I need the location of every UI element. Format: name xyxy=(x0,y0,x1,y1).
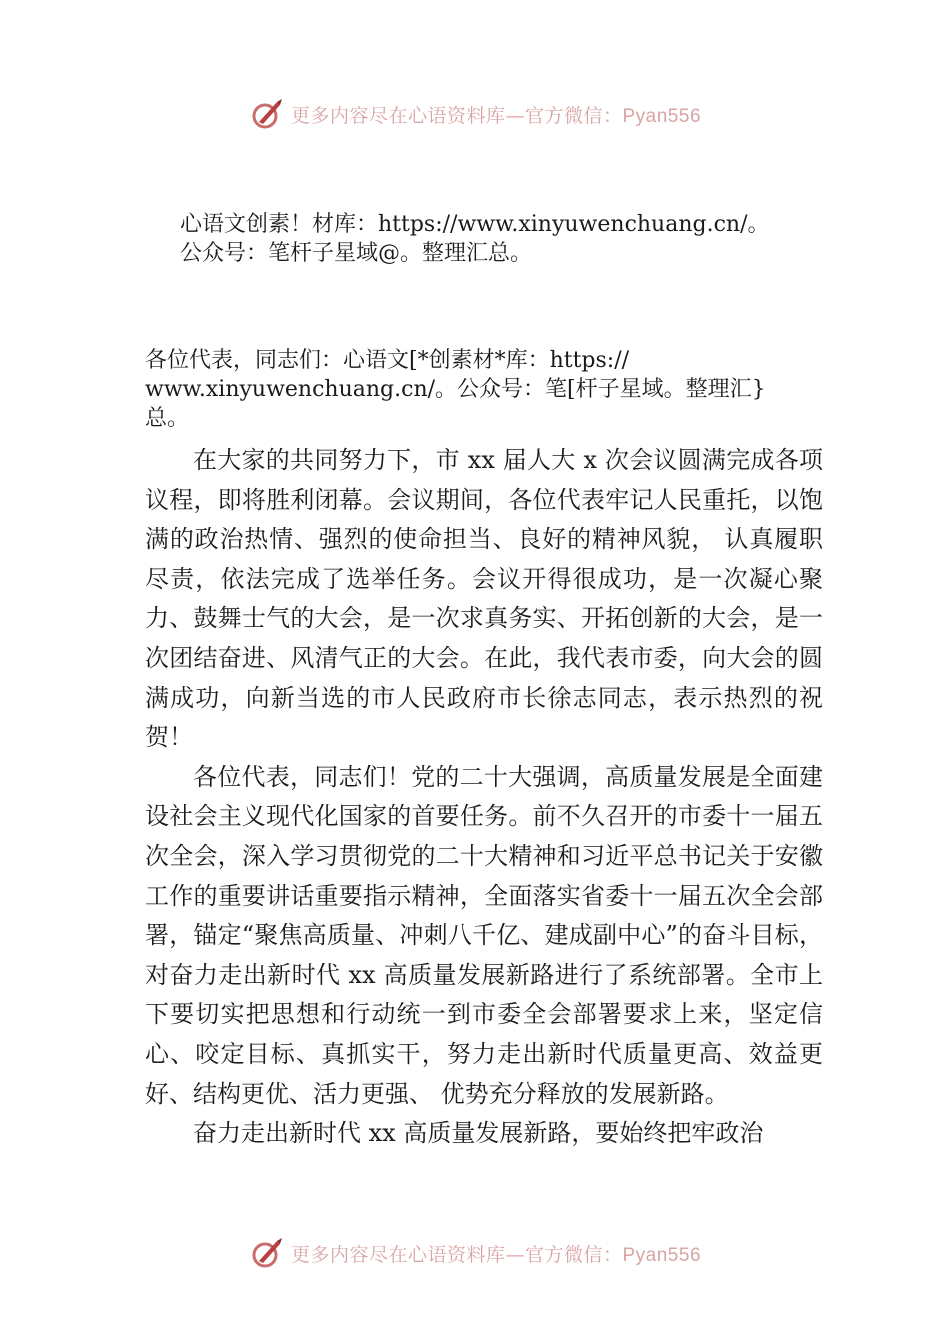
paragraph-2: 各位代表，同志们！党的二十大强调，高质量发展是全面建设社会主义现代化国家的首要任务。前不久召开的市委十一届五次全会，深入学习贯彻党的二十大精神和习近平总书记关于安徽工作的重要讲话重要指示精神，全面落实省委十一届五次全会部署，锚定“聚焦高质量、冲刺八千亿、建成副中心”的奋斗目标，对奋力走出新时代 xx 高质量发展新路进行了系统部署。全市上下要切实把思想和行动统一到市委全会部署要求上来，坚定信心、咬定目标、真抓实干，努力走出新时代质量更高、效益更好、结构更优、活力更强、 优势充分释放的发展新路。 xyxy=(145,762,823,1108)
footer-banner-text: 更多内容尽在心语资料库—官方微信：Pyan556 xyxy=(290,1243,702,1266)
source-note-line-2: 公众号：笔杆子星域@。整理汇总。 xyxy=(180,241,533,266)
paragraph-1: 在大家的共同努力下，市 xx 届人大 x 次会议圆满完成各项议程，即将胜利闭幕。会议期间，各位代表牢记人民重托，以饱满的政治热情、强烈的使命担当、良好的精神风貌， 认真履职尽责，依法完成了选举任务。会议开得很成功，是一次凝心聚力、鼓舞士气的大会，是一次求真务实、开拓创新的大会，是一次团结奋进、风清气正的大会。在此，我代表市委，向大会的圆满成功，向新当选的市人民政府市长徐志同志，表示热烈的祝贺！ xyxy=(145,446,823,752)
salutation-line-1: 各位代表，同志们：心语文[*创素材*库：https:// xyxy=(145,348,630,373)
header-watermark-banner xyxy=(0,94,950,134)
paragraph-3: 奋力走出新时代 xx 高质量发展新路，要始终把牢政治 xyxy=(193,1119,764,1148)
salutation xyxy=(145,346,825,433)
footer-wechat-id: Pyan556 xyxy=(622,1244,702,1266)
header-wechat-id: Pyan556 xyxy=(622,105,702,127)
quill-logo-icon xyxy=(249,96,285,132)
quill-logo-icon xyxy=(249,1235,285,1271)
footer-watermark-banner xyxy=(0,1233,950,1273)
source-note xyxy=(180,210,840,268)
salutation-line-3: 总。 xyxy=(145,406,190,431)
speech-body xyxy=(145,441,823,1154)
source-note-line-1: 心语文创素！材库：https://www.xinyuwenchuang.cn/。 xyxy=(180,212,770,237)
header-banner-text: 更多内容尽在心语资料库—官方微信：Pyan556 xyxy=(290,104,702,127)
salutation-line-2: www.xinyuwenchuang.cn/。公众号：笔[杆子星域。整理汇} xyxy=(145,377,766,402)
